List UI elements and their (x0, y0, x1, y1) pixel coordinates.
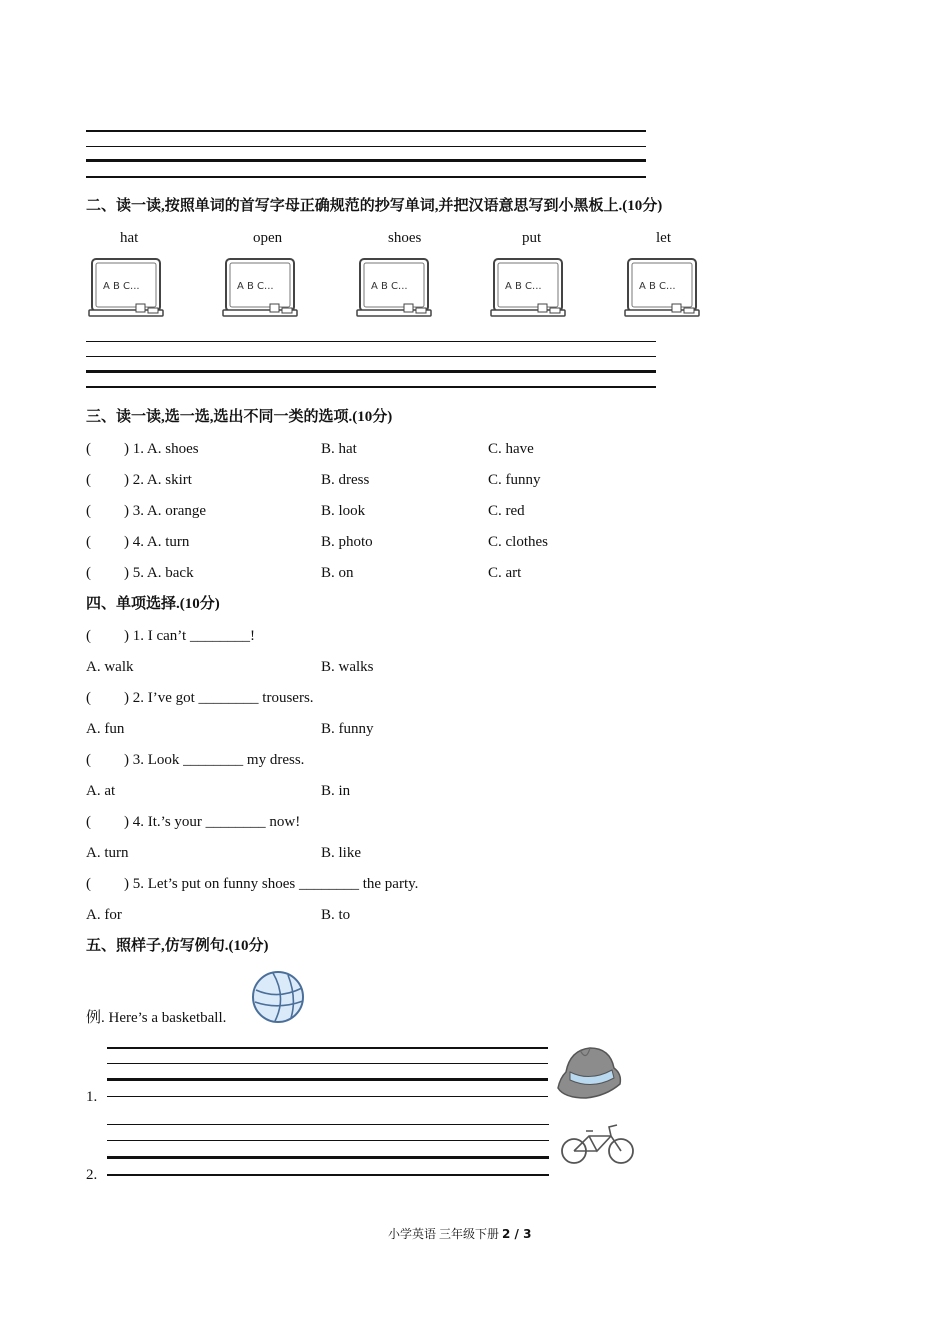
word-let: let (656, 230, 671, 246)
blackboard-icon (624, 256, 700, 322)
item-number-1: 1. (86, 1089, 98, 1105)
section3-heading: 三、读一读,选一选,选出不同一类的选项.(10分) (86, 409, 393, 425)
writing-line (107, 1047, 548, 1049)
writing-line (86, 159, 646, 162)
basketball-icon (251, 968, 307, 1026)
option-a: A. fun (86, 721, 125, 737)
writing-line (86, 386, 656, 388)
option-b: B. dress (321, 472, 370, 488)
svg-text:A B C...: A B C... (237, 281, 274, 292)
option-c: C. art (488, 565, 522, 581)
word-hat: hat (120, 230, 139, 246)
question-2[interactable]: ( ) 2. I’ve got ________ trousers. (86, 690, 314, 706)
writing-line (86, 176, 646, 178)
writing-line (107, 1174, 549, 1176)
page-footer (388, 1227, 531, 1241)
blackboard-icon (88, 256, 164, 322)
answer-paren[interactable]: ( ) 3. A. orange (86, 503, 207, 519)
option-a: A. for (86, 907, 122, 923)
blackboard-2[interactable] (222, 256, 298, 322)
answer-paren[interactable]: ( ) 5. A. back (86, 565, 194, 581)
answer-paren[interactable]: ( ) 4. A. turn (86, 534, 190, 550)
blackboard-4[interactable] (490, 256, 566, 322)
option-c: C. have (488, 441, 534, 457)
blackboard-icon (356, 256, 432, 322)
svg-text:A B C...: A B C... (371, 281, 408, 292)
question-3[interactable]: ( ) 3. Look ________ my dress. (86, 752, 305, 768)
svg-text:A B C...: A B C... (639, 281, 676, 292)
writing-line (86, 130, 646, 132)
bicycle-icon (559, 1122, 637, 1166)
option-b: B. hat (321, 441, 357, 457)
writing-line (107, 1124, 549, 1125)
writing-line (107, 1156, 549, 1159)
section4-heading: 四、单项选择.(10分) (86, 596, 220, 612)
blackboard-5[interactable] (624, 256, 700, 322)
writing-line (107, 1096, 548, 1097)
writing-line (86, 146, 646, 147)
blackboard-icon (222, 256, 298, 322)
word-shoes: shoes (388, 230, 422, 246)
option-b: B. on (321, 565, 354, 581)
question-5[interactable]: ( ) 5. Let’s put on funny shoes ________ the party. (86, 876, 419, 892)
blackboard-3[interactable] (356, 256, 432, 322)
blackboard-icon (490, 256, 566, 322)
option-c: C. funny (488, 472, 541, 488)
writing-line (86, 356, 656, 357)
item-number-2: 2. (86, 1167, 98, 1183)
writing-line (107, 1078, 548, 1081)
option-a: A. at (86, 783, 116, 799)
page-number: 2 / 3 (502, 1227, 532, 1241)
word-put: put (522, 230, 542, 246)
option-a: A. turn (86, 845, 129, 861)
example-sentence: 例. Here’s a basketball. (86, 1010, 227, 1026)
blackboard-1[interactable] (88, 256, 164, 322)
question-1[interactable]: ( ) 1. I can’t ________! (86, 628, 255, 644)
writing-line (107, 1063, 548, 1064)
option-b: B. photo (321, 534, 373, 550)
writing-line (86, 370, 656, 373)
svg-text:A B C...: A B C... (505, 281, 542, 292)
option-b: B. funny (321, 721, 374, 737)
question-4[interactable]: ( ) 4. It.’s your ________ now! (86, 814, 301, 830)
section5-heading: 五、照样子,仿写例句.(10分) (86, 938, 269, 954)
option-a: A. walk (86, 659, 134, 675)
option-b: B. in (321, 783, 351, 799)
footer-text: 小学英语 三年级下册 (388, 1227, 500, 1241)
svg-text:A B C...: A B C... (103, 281, 140, 292)
option-b: B. walks (321, 659, 374, 675)
option-c: C. red (488, 503, 525, 519)
writing-line (86, 341, 656, 342)
hat-icon (556, 1042, 624, 1104)
option-b: B. look (321, 503, 366, 519)
option-c: C. clothes (488, 534, 548, 550)
section2-heading: 二、读一读,按照单词的首写字母正确规范的抄写单词,并把汉语意思写到小黑板上.(10分) (86, 198, 663, 214)
option-b: B. to (321, 907, 351, 923)
answer-paren[interactable]: ( ) 1. A. shoes (86, 441, 199, 457)
option-b: B. like (321, 845, 361, 861)
answer-paren[interactable]: ( ) 2. A. skirt (86, 472, 192, 488)
word-open: open (253, 230, 283, 246)
writing-line (107, 1140, 549, 1141)
